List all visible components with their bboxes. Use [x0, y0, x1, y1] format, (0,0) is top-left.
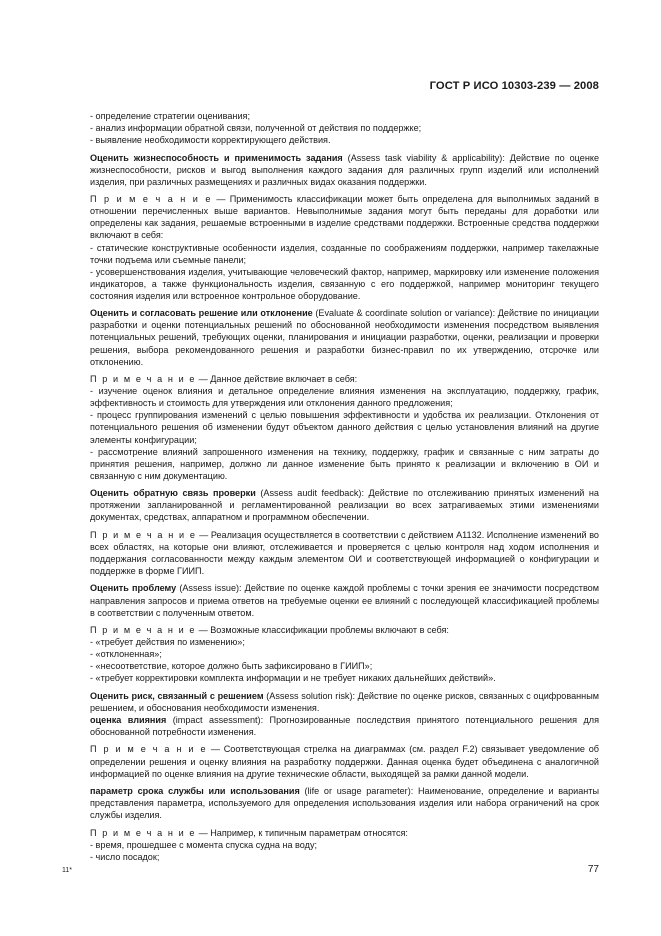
term-definition	[90, 582, 599, 618]
note-label: П р и м е ч а н и е	[90, 827, 197, 838]
list-item: - «несоответствие, которое должно быть зафиксировано в ГИИП»;	[90, 661, 373, 672]
page-number: 77	[587, 864, 599, 875]
list-item: - усовершенствования изделия, учитывающие человеческий фактор, например, маркировку или изменение положения индикаторов, а также функциональность изделия, связанную с его поддержкой, например мониторинг текущего состояния изделия или встроенное контрольное оборудование.	[90, 266, 599, 301]
term-name: Оценить риск, связанный с решением	[90, 690, 264, 701]
term-definition	[90, 152, 599, 188]
note-paragraph	[90, 193, 599, 241]
note-text: — Соответствующая стрелка на диаграммах (см. раздел F.2) связывает уведомление об определении решения и оценку влияния на разработку поддержки. Данная оценка будет объединена с аналогичной информацией по оценке влияния на другие технические области, выходящей за рамки данной модели.	[90, 744, 599, 779]
note-text: — Возможные классификации проблемы включают в себя:	[196, 625, 449, 636]
list-item: - процесс группирования изменений с целью повышения эффективности и удобства их реализации. Отклонения от потенциального решения об изменении будут объектом данного действия с целью установления влияний на другие элементы конфигурации;	[90, 410, 599, 445]
list-item: - рассмотрение влияний запрошенного изменения на технику, поддержку, график и связанные с ним затраты до принятия решения, например, должно ли данное изменение быть принято к реализации и включению в ОИ и связанную с ним документацию.	[90, 446, 599, 481]
document-header: ГОСТ Р ИСО 10303-239 — 2008	[429, 80, 599, 92]
note-paragraph	[90, 624, 599, 636]
list-item: - определение стратегии оценивания;	[90, 111, 250, 121]
term-name: Оценить жизнеспособность и применимость задания	[90, 152, 343, 163]
term-definition	[90, 785, 599, 821]
note-paragraph	[90, 373, 599, 385]
list-item: - «требует корректировки комплекта информации и не требует никаких дальнейших действий».	[90, 673, 496, 684]
note-label: П р и м е ч а н и е	[90, 194, 213, 205]
term-text: (life or usage parameter): Наименование, определение и варианты представления параметра, используемого для определения использования изделия или набора ограничений на срок службы изделия.	[90, 786, 599, 821]
note-text: — Реализация осуществляется в соответствии с действием А1132. Исполнение изменений во всех областях, на которые они влияют, отслеживается и проверяется с целью контроля над ходом исполнения и поддержания согласованности между каждым элементом ОИ и соответствующей информацией о конфигурации и поддержке в форме ГИИП.	[90, 529, 599, 577]
term-definition	[90, 307, 599, 367]
term-name: параметр срока службы или использования	[90, 786, 300, 797]
term-definition	[90, 714, 599, 738]
list-item: - «отклоненная»;	[90, 649, 162, 660]
note-label: П р и м е ч а н и е	[90, 529, 197, 540]
list-item: - время, прошедшее с момента спуска судна на воду;	[90, 839, 318, 850]
term-name: оценка влияния	[90, 714, 167, 725]
note-paragraph	[90, 529, 599, 577]
term-text: (Evaluate & coordinate solution or variance): Действие по инициации разработки и оценки потенциальных решений по обоснованной необходимости изменения посредством выявления потенциальных решений, требующих оценки, планирования и инициации разработки, оценки, реализации и проверки решения, выбора рекомендованного решения и разработки бизнес-правил по их утверждению, отсрочке или отклонению.	[90, 308, 599, 367]
note-text: — Данное действие включает в себя:	[196, 374, 358, 385]
note-label: П р и м е ч а н и е	[90, 625, 197, 636]
term-text: (Assess task viability & applicability): Действие по оценке жизнеспособности, рисков и выгод выполнения каждого задания для различных групп изделий или исполнений изделия, при различных размещениях и различных видах оказания поддержки.	[90, 152, 599, 187]
list-item: - число посадок;	[90, 851, 160, 862]
note-label: П р и м е ч а н и е	[90, 374, 197, 385]
signature-mark: 11*	[62, 867, 72, 874]
list-item: - выявление необходимости корректирующего действия.	[90, 135, 331, 146]
note-paragraph	[90, 827, 599, 839]
term-text: (impact assessment): Прогнозированные последствия принятого потенциального решения для обоснованной потребности изменения.	[90, 714, 599, 738]
term-text: (Assess issue): Действие по оценке каждой проблемы с точки зрения ее значимости посредством направления запросов и приема ответов на требуемые оценки ее влияний с последующей классификацией проблемы в соответствии с полученным ответом.	[90, 583, 599, 618]
note-text: — Например, к типичным параметрам относятся:	[196, 827, 408, 838]
note-label: П р и м е ч а н и е	[90, 744, 208, 755]
term-name: Оценить обратную связь проверки	[90, 488, 256, 499]
term-definition	[90, 487, 599, 523]
term-definition	[90, 690, 599, 714]
term-text: (Assess solution risk): Действие по оценке рисков, связанных с оцифрованным решением, и обоснования необходимости изменения.	[90, 690, 599, 713]
list-item: - статические конструктивные особенности изделия, созданные по соображениям поддержки, например такелажные точки подъема или съемные панели;	[90, 242, 599, 265]
list-item: - «требует действия по изменению»;	[90, 637, 245, 648]
document-body	[90, 110, 599, 863]
term-name: Оценить проблему	[90, 583, 177, 594]
list-item: - анализ информации обратной связи, полученной от действия по поддержке;	[90, 123, 422, 134]
term-text: (Assess audit feedback): Действие по отслеживанию принятых изменений на протяжении запланированной и регламентированной реализации во всех затрагиваемых этими изменениями документах, средствах, аппаратном и программном обеспечении.	[90, 488, 599, 523]
term-name: Оценить и согласовать решение или отклонение	[90, 308, 313, 319]
note-paragraph	[90, 743, 599, 779]
note-text: — Применимость классификации может быть определена для выполнимых заданий в отношении перечисленных выше вариантов. Невыполнимые задания могут быть переданы для доработки или определены как задания, решаемые встроенными в изделие средствами поддержки. Встроенные средства поддержки включают в себя:	[90, 194, 599, 241]
list-item: - изучение оценок влияния и детальное определение влияния изменения на эксплуатацию, поддержку, график, эффективность и стоимость для утверждения или отклонения данного предложения;	[90, 386, 599, 409]
